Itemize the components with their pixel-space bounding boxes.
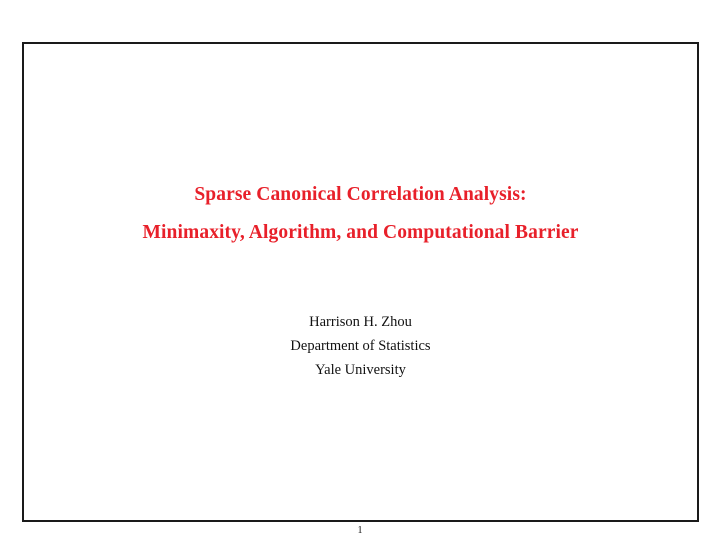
department-name: Department of Statistics [290, 338, 431, 354]
author-name: Harrison H. Zhou [309, 314, 412, 330]
slide-frame [22, 42, 699, 522]
title-line-1: Sparse Canonical Correlation Analysis: [194, 184, 527, 205]
institution-name: Yale University [315, 362, 406, 378]
title-line-2: Minimaxity, Algorithm, and Computational Barrier [142, 222, 579, 243]
page-number: 1 [357, 525, 363, 536]
slide-title [24, 176, 697, 252]
author-block [24, 310, 697, 382]
